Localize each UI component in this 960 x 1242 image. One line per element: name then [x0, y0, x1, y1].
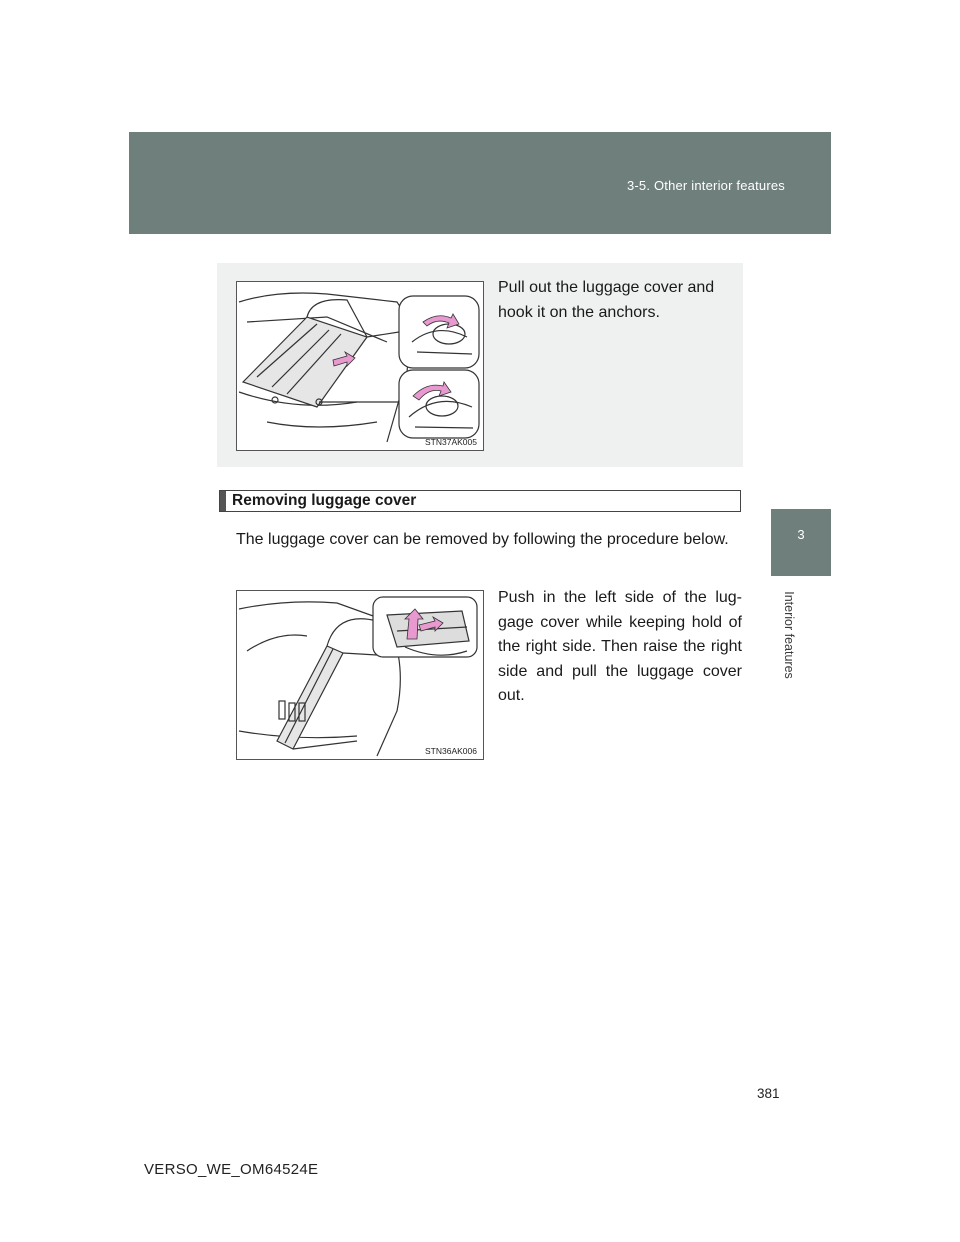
chapter-label-text: Interior features [782, 591, 797, 679]
chapter-tab [771, 509, 831, 576]
luggage-cover-remove-drawing [237, 591, 483, 759]
illustration-remove-cover [236, 590, 484, 760]
header-band [129, 132, 831, 234]
step1-text: Pull out the luggage cover and hook it on the anchors. [498, 279, 715, 321]
figure-code: STN37AK005 [425, 437, 477, 447]
figure-code: STN36AK006 [425, 746, 477, 756]
section-heading: Removing luggage cover [232, 492, 417, 509]
luggage-cover-hook-drawing [237, 282, 483, 450]
section-title: 3-5. Other interior features [626, 178, 785, 193]
document-code: VERSO_WE_OM64524E [144, 1161, 319, 1178]
illustration-hook-cover [236, 281, 484, 451]
chapter-label [774, 580, 804, 690]
section-heading-bar [219, 490, 741, 512]
section-intro: The luggage cover can be removed by following the procedure below. [236, 531, 729, 548]
chapter-number: 3 [797, 527, 805, 542]
step2-text: Push in the left side of the lug-gage cover while keeping hold of the right side. Then raise the right side and pull the luggage cover out. [498, 589, 742, 704]
page-number: 381 [757, 1086, 780, 1101]
